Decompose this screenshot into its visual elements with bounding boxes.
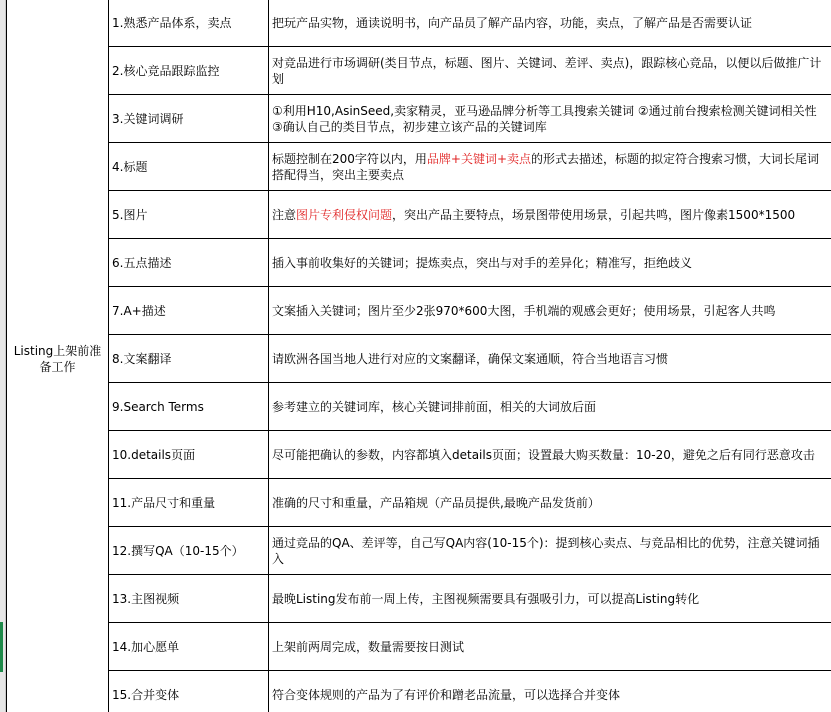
detail-cell[interactable]: 插入事前收集好的关键词；提炼卖点，突出与对手的差异化；精准写，拒绝歧义 (269, 239, 831, 287)
step-cell[interactable]: 1.熟悉产品体系，卖点 (109, 0, 269, 47)
highlight-text: 品牌+关键词+卖点 (426, 151, 532, 166)
step-cell[interactable]: 11.产品尺寸和重量 (109, 479, 269, 527)
table-row (7, 191, 831, 239)
table-row (7, 143, 831, 191)
step-cell[interactable]: 9.Search Terms (109, 383, 269, 431)
table-row (7, 383, 831, 431)
step-cell[interactable]: 10.details页面 (109, 431, 269, 479)
detail-cell[interactable]: ①利用H10,AsinSeed,卖家精灵，亚马逊品牌分析等工具搜索关键词 ②通过前台搜索检测关键词相关性 ③确认自己的类目节点，初步建立该产品的关键词库 (269, 95, 831, 143)
detail-cell[interactable]: 参考建立的关键词库，核心关键词排前面，相关的大词放后面 (269, 383, 831, 431)
detail-cell[interactable]: 最晚Listing发布前一周上传，主图视频需要具有强吸引力，可以提高Listing转化 (269, 575, 831, 623)
step-cell[interactable]: 3.关键词调研 (109, 95, 269, 143)
detail-cell[interactable]: 请欧洲各国当地人进行对应的文案翻译，确保文案通顺，符合当地语言习惯 (269, 335, 831, 383)
table-row (7, 287, 831, 335)
table-row (7, 0, 831, 47)
highlight-text: 图片专利侵权问题 (296, 207, 393, 222)
listing-checklist-table (6, 0, 831, 712)
step-cell[interactable]: 13.主图视频 (109, 575, 269, 623)
step-cell[interactable]: 7.A+描述 (109, 287, 269, 335)
detail-cell[interactable] (269, 191, 831, 239)
step-cell[interactable]: 14.加心愿单 (109, 623, 269, 671)
detail-cell[interactable]: 上架前两周完成，数量需要按日测试 (269, 623, 831, 671)
table-row (7, 479, 831, 527)
detail-cell[interactable]: 把玩产品实物，通读说明书，向产品员了解产品内容，功能，卖点，了解产品是否需要认证 (269, 0, 831, 47)
step-cell[interactable]: 15.合并变体 (109, 671, 269, 712)
step-cell[interactable]: 8.文案翻译 (109, 335, 269, 383)
detail-cell[interactable]: 文案插入关键词；图片至少2张970*600大图，手机端的观感会更好；使用场景，引起客人共鸣 (269, 287, 831, 335)
table-row (7, 47, 831, 95)
detail-text: 的形式去描述，标题的拟定符合搜索习惯，大词长尾词搭配得当，突出主要卖点 (272, 151, 820, 182)
table-row (7, 431, 831, 479)
detail-cell[interactable]: 准确的尺寸和重量，产品箱规（产品员提供,最晚产品发货前） (269, 479, 831, 527)
detail-cell[interactable] (269, 143, 831, 191)
detail-text: ，突出产品主要特点，场景图带使用场景，引起共鸣，图片像素1500*1500 (392, 207, 796, 222)
detail-cell[interactable]: 通过竞品的QA、差评等，自己写QA内容(10-15个)：提到核心卖点、与竞品相比的优势，注意关键词插入 (269, 527, 831, 575)
detail-cell[interactable]: 符合变体规则的产品为了有评价和蹭老品流量，可以选择合并变体 (269, 671, 831, 712)
step-cell[interactable]: 5.图片 (109, 191, 269, 239)
sheet-selection-accent (0, 622, 3, 672)
detail-text: 标题控制在200字符以内，用 (272, 151, 427, 166)
table-row (7, 623, 831, 671)
step-cell[interactable]: 2.核心竞品跟踪监控 (109, 47, 269, 95)
step-cell[interactable]: 4.标题 (109, 143, 269, 191)
table-row (7, 671, 831, 712)
table-row (7, 335, 831, 383)
step-cell[interactable]: 6.五点描述 (109, 239, 269, 287)
step-cell[interactable]: 12.撰写QA（10-15个） (109, 527, 269, 575)
category-cell[interactable]: Listing上架前准备工作 (7, 0, 109, 712)
detail-cell[interactable]: 对竞品进行市场调研(类目节点，标题、图片、关键词、差评、卖点)，跟踪核心竞品，以便以后做推广计划 (269, 47, 831, 95)
table-row (7, 95, 831, 143)
table-row (7, 575, 831, 623)
table-row (7, 239, 831, 287)
detail-cell[interactable]: 尽可能把确认的参数，内容都填入details页面；设置最大购买数量：10-20，避免之后有同行恶意攻击 (269, 431, 831, 479)
detail-text: 注意 (272, 207, 297, 222)
table-row (7, 527, 831, 575)
